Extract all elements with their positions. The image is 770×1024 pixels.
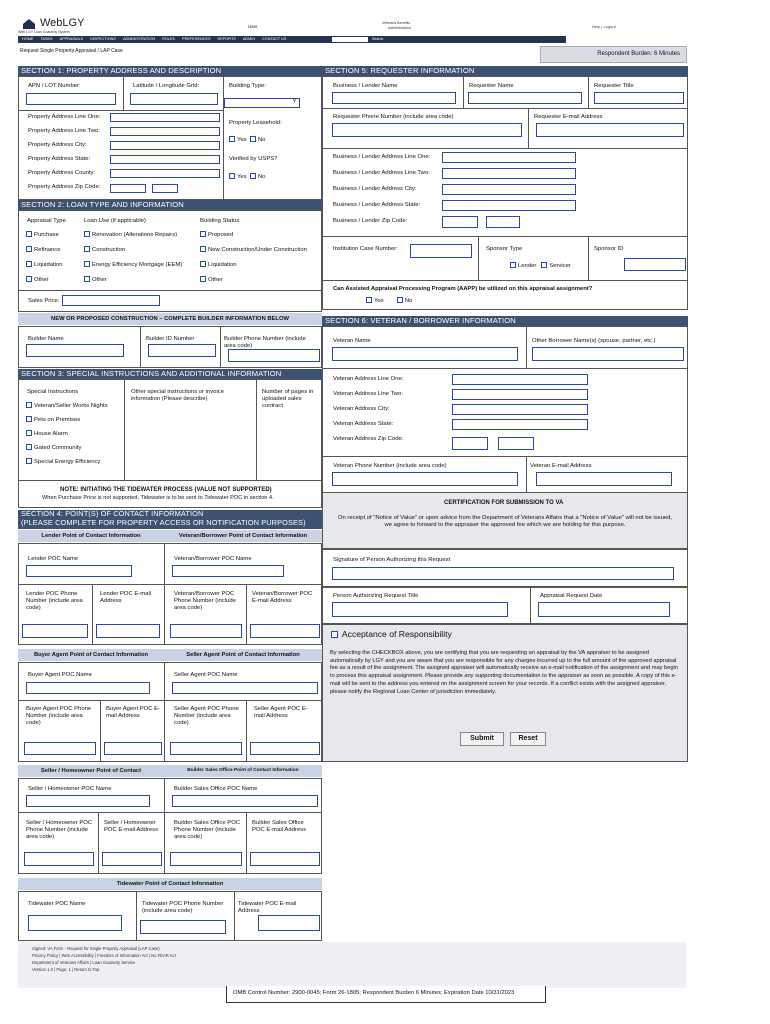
vet-poc-name-input[interactable] <box>172 565 284 577</box>
sponsor-servicer-label: Servicer <box>549 263 571 269</box>
building-type-select[interactable] <box>224 98 300 108</box>
sponsor-lender-checkbox[interactable] <box>510 262 516 268</box>
footer-lines <box>32 945 176 973</box>
biz-name-label: Business / Lender Name <box>333 83 398 89</box>
sponsor-lender-label: Lender <box>518 263 537 269</box>
builder-name-input[interactable] <box>26 344 124 357</box>
vet-addr2-input[interactable] <box>452 389 588 400</box>
seller-band: Seller Agent Point of Contact Information <box>164 649 322 661</box>
tidewater-band: Tidewater Point of Contact Information <box>18 878 322 890</box>
tw-poc-name-input[interactable] <box>28 915 122 931</box>
biz-addr1-input[interactable] <box>442 152 576 163</box>
latlong-input[interactable] <box>130 93 218 105</box>
sales-price-input[interactable] <box>62 295 160 306</box>
requester-email-label: Requester E-mail Address <box>534 114 603 120</box>
logo-icon <box>22 18 36 30</box>
signature-input[interactable] <box>332 567 674 580</box>
header-center-1: Veterans Benefits <box>382 21 411 25</box>
requester-phone-label: Requester Phone Number (include area code) <box>333 114 454 120</box>
special-instruction-label: House Alarm <box>34 431 68 437</box>
special-instruction-label: Gated Community <box>34 445 82 451</box>
vet-state-input[interactable] <box>452 419 588 430</box>
sales-price-label: Sales Price: <box>28 298 60 304</box>
vet-poc-email-label: Veteran/Borrower POC E-mail Address <box>252 591 313 605</box>
vet-zip-ext-input[interactable] <box>498 437 534 450</box>
bs-poc-phone-input[interactable] <box>170 852 242 866</box>
lender-poc-email-input[interactable] <box>96 624 160 638</box>
address-line1-label: Property Address Line One: <box>28 114 101 120</box>
usps-yes-checkbox[interactable] <box>229 173 235 179</box>
building-type-label: Building Type: <box>229 83 266 89</box>
vet-phone-label: Veteran Phone Number (include area code) <box>333 463 447 469</box>
aapp-yes-label: Yes <box>374 298 384 304</box>
footer-line[interactable]: Version 1.0 | Page: 1 | Return to Top <box>32 967 100 972</box>
builder-band: NEW OR PROPOSED CONSTRUCTION – COMPLETE BUILDER INFORMATION BELOW <box>18 313 322 325</box>
auth-title-input[interactable] <box>332 602 508 617</box>
case-number-input[interactable] <box>410 244 472 258</box>
footer-line[interactable]: Privacy Policy | Web Accessibility | Freedom of Information Act | No FEAR Act <box>32 953 176 958</box>
special-heading: Special Instructions <box>27 389 79 395</box>
lender-poc-phone-input[interactable] <box>22 624 88 638</box>
seller-poc-phone-input[interactable] <box>170 742 242 755</box>
special-instruction-option <box>26 402 108 409</box>
leasehold-yes-checkbox[interactable] <box>229 136 235 142</box>
leasehold-options <box>229 136 265 143</box>
footer-area <box>18 942 686 988</box>
nav-item[interactable]: ADMINISTRATION <box>122 37 156 41</box>
veteran-name-input[interactable] <box>332 347 518 361</box>
building-status-checkbox[interactable] <box>200 231 206 237</box>
bs-poc-email-label: Builder Sales Office POC E-mail Address <box>252 820 307 834</box>
appraisal-type-checkbox[interactable] <box>26 261 32 267</box>
section3-header <box>18 369 322 379</box>
app-tagline: Web LGY Loan Guaranty System <box>18 30 70 34</box>
section4-subtitle: (PLEASE COMPLETE FOR PROPERTY ACCESS OR NOTIFICATION PURPOSES) <box>21 517 306 527</box>
biz-city-label: Business / Lender Address City: <box>333 186 417 192</box>
biz-addr2-label: Business / Lender Address Line Two: <box>333 170 430 176</box>
aapp-no-checkbox[interactable] <box>397 297 403 303</box>
building-status-option <box>200 261 237 268</box>
biz-zip-input[interactable] <box>442 216 478 228</box>
special-instruction-checkbox[interactable] <box>26 402 32 408</box>
user-label: User <box>248 24 258 29</box>
latlong-label: Latitude / Longitude Grid: <box>133 83 200 89</box>
nav-item[interactable]: TASKS <box>40 37 53 41</box>
vet-poc-phone-input[interactable] <box>170 624 242 638</box>
loan-use-label: Construction <box>92 247 126 253</box>
appraisal-type-checkbox[interactable] <box>26 231 32 237</box>
builder-phone-label: Builder Phone Number (include area code) <box>224 336 306 350</box>
veteran-name-label: Veteran Name <box>333 338 371 344</box>
leasehold-label: Property Leasehold: <box>229 120 282 126</box>
address-state-input[interactable] <box>110 155 220 164</box>
loan-use-label: Renovation (Alterations Repairs) <box>92 232 178 238</box>
buyer-poc-name-label: Buyer Agent POC Name <box>28 672 92 678</box>
reset-button[interactable]: Reset <box>510 732 546 746</box>
usps-no-label: No <box>257 174 266 180</box>
lender-poc-name-input[interactable] <box>26 565 132 577</box>
address-line2-label: Property Address Line Two: <box>28 128 100 134</box>
builder-name-label: Builder Name <box>28 336 64 342</box>
loan-use-heading: Loan Use (if applicable) <box>84 218 146 224</box>
submit-button[interactable]: Submit <box>460 732 504 746</box>
leasehold-yes-label: Yes <box>237 137 247 143</box>
appraisal-type-option <box>26 261 63 268</box>
requester-email-input[interactable] <box>536 123 684 137</box>
seller-poc-email-label: Seller Agent POC E-mail Address <box>254 706 308 720</box>
seller-poc-email-input[interactable] <box>250 742 320 755</box>
seller-poc-name-input[interactable] <box>172 682 318 694</box>
sponsor-servicer-checkbox[interactable] <box>541 262 547 268</box>
nav-items <box>22 36 293 43</box>
vet-poc-phone-label: Veteran/Borrower POC Phone Number (include area code) <box>174 591 236 612</box>
vet-email-label: Veteran E-mail Address <box>530 463 592 469</box>
vet-poc-email-input[interactable] <box>250 624 320 638</box>
buyer-poc-email-label: Buyer Agent POC E-mail Address <box>106 706 161 720</box>
seller-poc-name-label: Seller Agent POC Name <box>174 672 238 678</box>
header-center-2: Administration <box>388 26 411 30</box>
sh-poc-email-label: Seller / Homeowner POC E-mail Address <box>104 820 159 834</box>
section5-title: SECTION 5: REQUESTER INFORMATION <box>325 66 475 75</box>
vet-city-input[interactable] <box>452 404 588 415</box>
building-status-option <box>200 231 233 238</box>
other-instructions-label: Other special instructions or invoice information (Please describe) <box>131 389 224 403</box>
building-status-option <box>200 246 307 253</box>
biz-zip-label: Business / Lender Zip Code: <box>333 218 408 224</box>
bs-poc-email-input[interactable] <box>250 852 320 866</box>
usps-options <box>229 173 265 180</box>
building-status-checkbox[interactable] <box>200 276 206 282</box>
nav-item[interactable]: ROLES <box>162 37 176 41</box>
appraisal-type-checkbox[interactable] <box>26 246 32 252</box>
sponsor-type-options <box>510 262 571 269</box>
sh-poc-phone-label: Seller / Homeowner POC Phone Number (include area code) <box>26 820 93 841</box>
special-instruction-checkbox[interactable] <box>26 444 32 450</box>
vet-poc-name-label: Veteran/Borrower POC Name <box>174 556 252 562</box>
special-instruction-option <box>26 444 81 451</box>
loan-use-checkbox[interactable] <box>84 246 90 252</box>
loan-use-option <box>84 261 182 268</box>
aapp-label: Can Assisted Appraisal Processing Program (AAPP) be utilized on this appraisal assignment? <box>333 286 593 292</box>
tw-poc-phone-label: Tidewater POC Phone Number (include area code) <box>142 901 224 915</box>
tidewater-note-text: When Purchase Price is not supported, Tidewater is to be sent to Tidewater POC in section 4. <box>42 495 274 501</box>
address-zip-label: Property Address Zip Code: <box>28 184 101 190</box>
vet-band: Veteran/Borrower Point of Contact Information <box>164 530 322 542</box>
aapp-yes-checkbox[interactable] <box>366 297 372 303</box>
usps-label: Verified by USPS? <box>229 156 278 162</box>
address-zip-ext-input[interactable] <box>152 184 178 193</box>
loan-use-checkbox[interactable] <box>84 276 90 282</box>
building-status-label: Proposed <box>208 232 234 238</box>
other-borrowers-label: Other Borrower Name(s) (spouse, partner, etc.) <box>532 338 656 344</box>
loan-use-checkbox[interactable] <box>84 261 90 267</box>
omb-box <box>226 986 546 1003</box>
seller-homeowner-band: Seller / Homeowner Point of Contact <box>18 765 164 777</box>
bs-poc-name-input[interactable] <box>172 795 318 807</box>
building-status-label: Other <box>208 277 223 283</box>
building-status-checkbox[interactable] <box>200 246 206 252</box>
vet-zip-label: Veteran Address Zip Code: <box>333 436 404 442</box>
section4-header <box>18 510 322 529</box>
appraisal-type-checkbox[interactable] <box>26 276 32 282</box>
sponsor-type-label: Sponsor Type <box>486 246 523 252</box>
lender-poc-name-label: Lender POC Name <box>28 556 79 562</box>
apn-input[interactable] <box>26 93 116 105</box>
header-help-links[interactable]: Help | Logout <box>592 24 616 29</box>
acceptance-row <box>331 629 452 639</box>
special-instruction-option <box>26 416 80 423</box>
building-status-heading: Building Status <box>200 218 240 224</box>
footer-line[interactable]: Department of Veterans Affairs | Loan Guaranty Service <box>32 960 136 965</box>
usps-no-checkbox[interactable] <box>250 173 256 179</box>
footer-line[interactable]: Signed: VA Form - Request for Single Property Appraisal (LAP Case) <box>32 946 160 951</box>
requester-name-label: Requester Name <box>469 83 514 89</box>
burden-box <box>540 46 687 63</box>
sales-pages-label: Number of pages in uploaded sales contract <box>262 389 314 410</box>
address-state-label: Property Address State: <box>28 156 91 162</box>
appraisal-type-label: Purchase <box>34 232 59 238</box>
section4-title: SECTION 4: POINT(S) OF CONTACT INFORMATION <box>21 509 204 518</box>
biz-state-input[interactable] <box>442 200 576 211</box>
section2-title: SECTION 2: LOAN TYPE AND INFORMATION <box>21 200 184 209</box>
seller-poc-phone-label: Seller Agent POC Phone Number (include area code) <box>174 706 239 727</box>
nav-item[interactable]: REPORTS <box>217 37 236 41</box>
appraisal-type-label: Liquidation <box>34 262 63 268</box>
tw-poc-email-input[interactable] <box>258 915 320 931</box>
cert-text: On receipt of "Notice of Value" or upon advice from the Department of Veterans Affairs that a "Notice of Value" will not be issued, we agree to forward to the appraiser the approved fee which we are holding for this purpose. <box>337 515 673 529</box>
vet-addr2-label: Veteran Address Line Two: <box>333 391 403 397</box>
nav-item[interactable]: HOME <box>22 37 34 41</box>
breadcrumb: Request Single Property Appraisal / LAP Case <box>20 48 123 54</box>
vet-addr1-input[interactable] <box>452 374 588 385</box>
address-city-label: Property Address City: <box>28 142 87 148</box>
address-county-input[interactable] <box>110 169 220 178</box>
building-status-option <box>200 276 223 283</box>
vet-addr1-label: Veteran Address Line One: <box>333 376 404 382</box>
vet-email-input[interactable] <box>536 472 672 486</box>
nav-item[interactable]: ADMIN <box>242 37 256 41</box>
biz-addr2-input[interactable] <box>442 168 576 179</box>
special-instruction-checkbox[interactable] <box>26 430 32 436</box>
tidewater-note-title: NOTE: INITIATING THE TIDEWATER PROCESS (VALUE NOT SUPPORTED) <box>60 487 272 493</box>
section6-title: SECTION 6: VETERAN / BORROWER INFORMATION <box>325 316 516 325</box>
omb-text: OMB Control Number: 2900-0045; Form 26-1805; Respondent Burden 6 Minutes; Expiration Date 10/31/2023 <box>233 990 515 996</box>
loan-use-option <box>84 276 107 283</box>
loan-use-option <box>84 231 177 238</box>
request-date-input[interactable] <box>538 602 670 617</box>
loan-use-label: Energy Efficiency Mortgage (EEM) <box>92 262 183 268</box>
requester-title-input[interactable] <box>594 92 684 104</box>
nav-search-input[interactable] <box>332 37 368 42</box>
special-instruction-label: Pets on Premises <box>34 417 81 423</box>
appraisal-type-heading: Appraisal Type <box>27 218 66 224</box>
other-borrowers-input[interactable] <box>532 347 684 361</box>
section1-title: SECTION 1: PROPERTY ADDRESS AND DESCRIPTION <box>21 66 222 75</box>
leasehold-no-label: No <box>257 137 266 143</box>
address-county-label: Property Address County: <box>28 170 96 176</box>
nav-bar <box>18 36 566 43</box>
buyer-poc-email-input[interactable] <box>104 742 162 755</box>
nav-item[interactable]: APPRAISALS <box>59 37 84 41</box>
building-status-checkbox[interactable] <box>200 261 206 267</box>
acceptance-checkbox[interactable] <box>331 631 338 638</box>
sh-poc-name-label: Seller / Homeowner POC Name <box>28 786 112 792</box>
special-instruction-checkbox[interactable] <box>26 458 32 464</box>
sponsor-id-input[interactable] <box>624 258 686 271</box>
lender-poc-email-label: Lender POC E-mail Address <box>100 591 152 605</box>
appraisal-type-option <box>26 276 49 283</box>
biz-addr1-label: Business / Lender Address Line One: <box>333 154 431 160</box>
address-line2-input[interactable] <box>110 127 220 136</box>
buyer-band: Buyer Agent Point of Contact Information <box>18 649 164 661</box>
loan-use-checkbox[interactable] <box>84 231 90 237</box>
nav-item[interactable]: PREFERENCES <box>182 37 211 41</box>
lender-poc-phone-label: Lender POC Phone Number (include area code) <box>26 591 83 612</box>
bs-poc-phone-label: Builder Sales Office POC Phone Number (include area code) <box>174 820 241 841</box>
lender-band: Lender Point of Contact Information <box>18 530 164 542</box>
special-instruction-label: Special Energy Efficiency <box>34 459 101 465</box>
nav-item[interactable]: INSPECTIONS <box>90 37 116 41</box>
buyer-poc-phone-label: Buyer Agent POC Phone Number (include area code) <box>26 706 92 727</box>
section2-header <box>18 200 322 210</box>
address-city-input[interactable] <box>110 141 220 150</box>
section6-header <box>322 316 688 326</box>
building-status-label: New Construction/Under Construction <box>208 247 307 253</box>
building-status-label: Liquidation <box>208 262 237 268</box>
case-number-label: Institution Case Number: <box>333 246 398 252</box>
builder-phone-input[interactable] <box>228 349 320 362</box>
acceptance-text: By selecting the CHECKBOX above, you are certifying that you are requesting an appraisal by the VA appraiser to be assigned automatically by LGY and you are aware that you are responsible for any charges incurred up to the full amount of the approved appraisal fee as a result of the assignment. The assigned appraiser will automatically receive an e-mail notification of the assignment and may begin to process this appraisal assignment. Please provide any supporting documentation to the appraiser as soon as possible. A copy of this e-mail will be sent to the address you entered on the assignment screen for your records. If a conflict exists with the assigned appraiser, please notify the Regional Loan Center of jurisdiction immediately. <box>330 650 678 695</box>
loan-use-label: Other <box>92 277 107 283</box>
sponsor-id-label: Sponsor ID <box>594 246 624 252</box>
loan-use-option <box>84 246 125 253</box>
burden-label: Respondent Burden: 6 Minutes <box>597 51 680 57</box>
builder-id-label: Builder ID Number <box>146 336 195 342</box>
aapp-no-label: No <box>404 298 413 304</box>
buyer-poc-phone-input[interactable] <box>24 742 96 755</box>
usps-yes-label: Yes <box>237 174 247 180</box>
appraisal-type-option <box>26 246 61 253</box>
builder-sales-band: Builder Sales Office Point of Contact Information <box>164 765 322 777</box>
auth-title-label: Person Authorizing Request Title <box>333 593 419 599</box>
biz-zip-ext-input[interactable] <box>486 216 520 228</box>
appraisal-type-option <box>26 231 59 238</box>
address-line1-input[interactable] <box>110 113 220 122</box>
apn-label: APN / LOT Number: <box>28 83 81 89</box>
nav-search-button[interactable]: Search <box>372 37 384 41</box>
biz-name-input[interactable] <box>332 92 456 104</box>
special-instruction-option <box>26 430 68 437</box>
app-logo[interactable]: WebLGY <box>40 17 85 29</box>
request-date-label: Appraisal Request Date <box>540 593 603 599</box>
vet-city-label: Veteran Address City: <box>333 406 390 412</box>
requester-name-input[interactable] <box>468 92 582 104</box>
sh-poc-phone-input[interactable] <box>24 852 94 866</box>
signature-label: Signature of Person Authorizing this Request <box>333 557 451 563</box>
biz-city-input[interactable] <box>442 184 576 195</box>
vet-phone-input[interactable] <box>332 472 518 486</box>
cert-band: CERTIFICATION FOR SUBMISSION TO VA <box>444 500 564 506</box>
biz-state-label: Business / Lender Address State: <box>333 202 421 208</box>
nav-item[interactable]: CONTACT US <box>262 37 287 41</box>
leasehold-no-checkbox[interactable] <box>250 136 256 142</box>
aapp-options <box>366 297 412 304</box>
tw-poc-name-label: Tidewater POC Name <box>28 901 86 907</box>
section5-header <box>322 66 688 76</box>
appraisal-type-label: Refinance <box>34 247 61 253</box>
sh-poc-email-input[interactable] <box>102 852 162 866</box>
builder-id-input[interactable] <box>148 344 216 357</box>
tw-poc-email-label: Tidewater POC E-mail Address <box>238 901 297 915</box>
address-zip-input[interactable] <box>110 184 146 193</box>
tw-poc-phone-input[interactable] <box>140 920 226 934</box>
section3-title: SECTION 3: SPECIAL INSTRUCTIONS AND ADDITIONAL INFORMATION <box>21 369 282 378</box>
vet-zip-input[interactable] <box>452 437 488 450</box>
special-instruction-option <box>26 458 100 465</box>
bs-poc-name-label: Builder Sales Office POC Name <box>174 786 258 792</box>
appraisal-type-label: Other <box>34 277 49 283</box>
acceptance-label: Acceptance of Responsibility <box>341 629 452 639</box>
section1-header <box>18 66 322 76</box>
special-instruction-checkbox[interactable] <box>26 416 32 422</box>
vet-state-label: Veteran Address State: <box>333 421 394 427</box>
buyer-poc-name-input[interactable] <box>26 682 150 694</box>
requester-phone-input[interactable] <box>332 123 522 137</box>
special-instruction-label: Veteran/Seller Works Nights <box>34 403 108 409</box>
sh-poc-name-input[interactable] <box>26 795 150 807</box>
requester-title-label: Requester Title <box>594 83 634 89</box>
